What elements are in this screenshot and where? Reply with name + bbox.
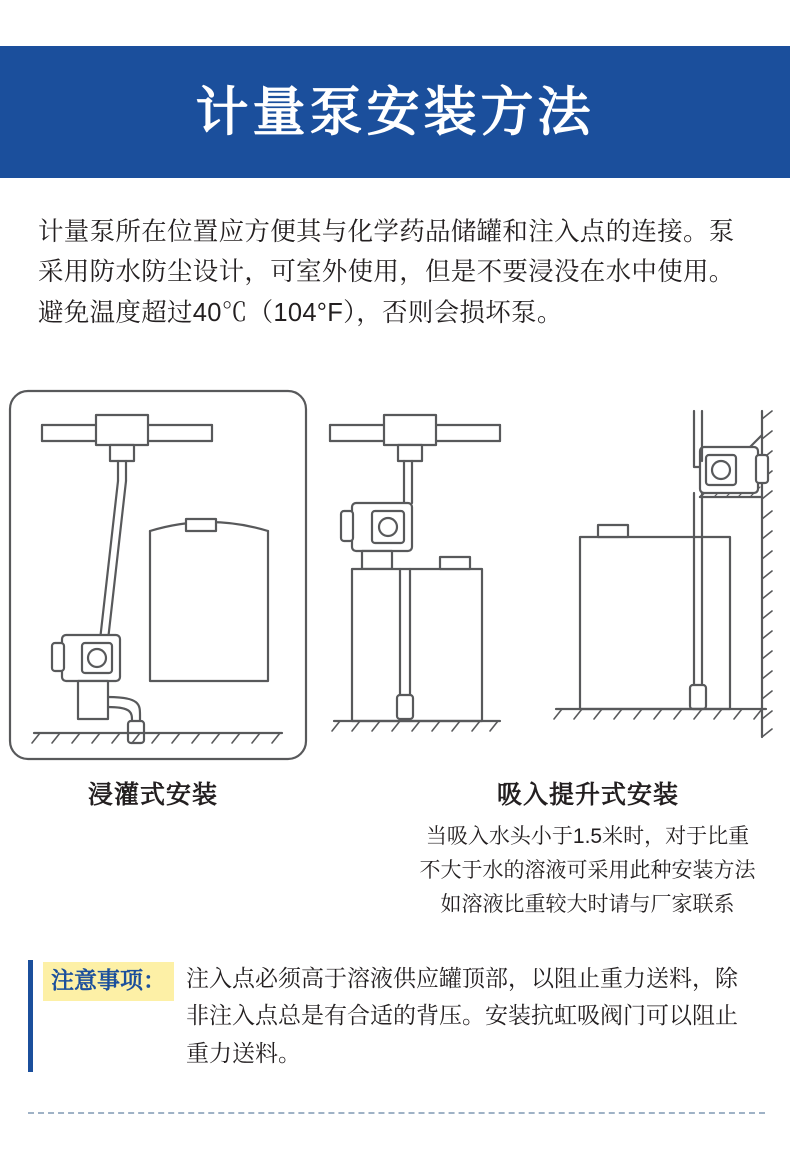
panel-1-flooded-suction: [10, 391, 306, 759]
bottom-divider: [28, 1112, 765, 1114]
header-banner: [0, 46, 790, 178]
note-line-1: 当吸入水头小于1.5米时，对于比重: [425, 825, 750, 848]
attention-text: 注入点必须高于溶液供应罐顶部，以阻止重力送料，除非注入点总是有合适的背压。安装抗虹吸阀门可以阻止重力送料。: [186, 965, 738, 1066]
attention-block: [28, 960, 768, 1072]
note-line-2: 不大于水的溶液可采用此种安装方法: [419, 859, 756, 883]
caption-flooded-suction: 浸灌式安装: [88, 781, 219, 809]
caption-suction-lift: 吸入提升式安装: [497, 781, 680, 809]
note-line-3: 如溶液比重较大时请与厂家联系: [440, 893, 735, 917]
diagram-area: [0, 385, 790, 785]
attention-label: 注意事项：: [43, 962, 174, 1001]
panel-3-wall-mount: [554, 411, 772, 737]
installation-diagrams: [0, 385, 790, 785]
page-title: 计量泵安装方法: [195, 82, 595, 142]
suction-lift-notes: [390, 820, 785, 922]
panel-2-suction-lift: [330, 415, 500, 731]
attention-accent-bar: [28, 960, 33, 1072]
intro-paragraph: 计量泵所在位置应方便其与化学药品储罐和注入点的连接。泵采用防水防尘设计，可室外使用，但是不要浸没在水中使用。避免温度超过40℃（104°F），否则会损坏泵。: [38, 218, 735, 327]
